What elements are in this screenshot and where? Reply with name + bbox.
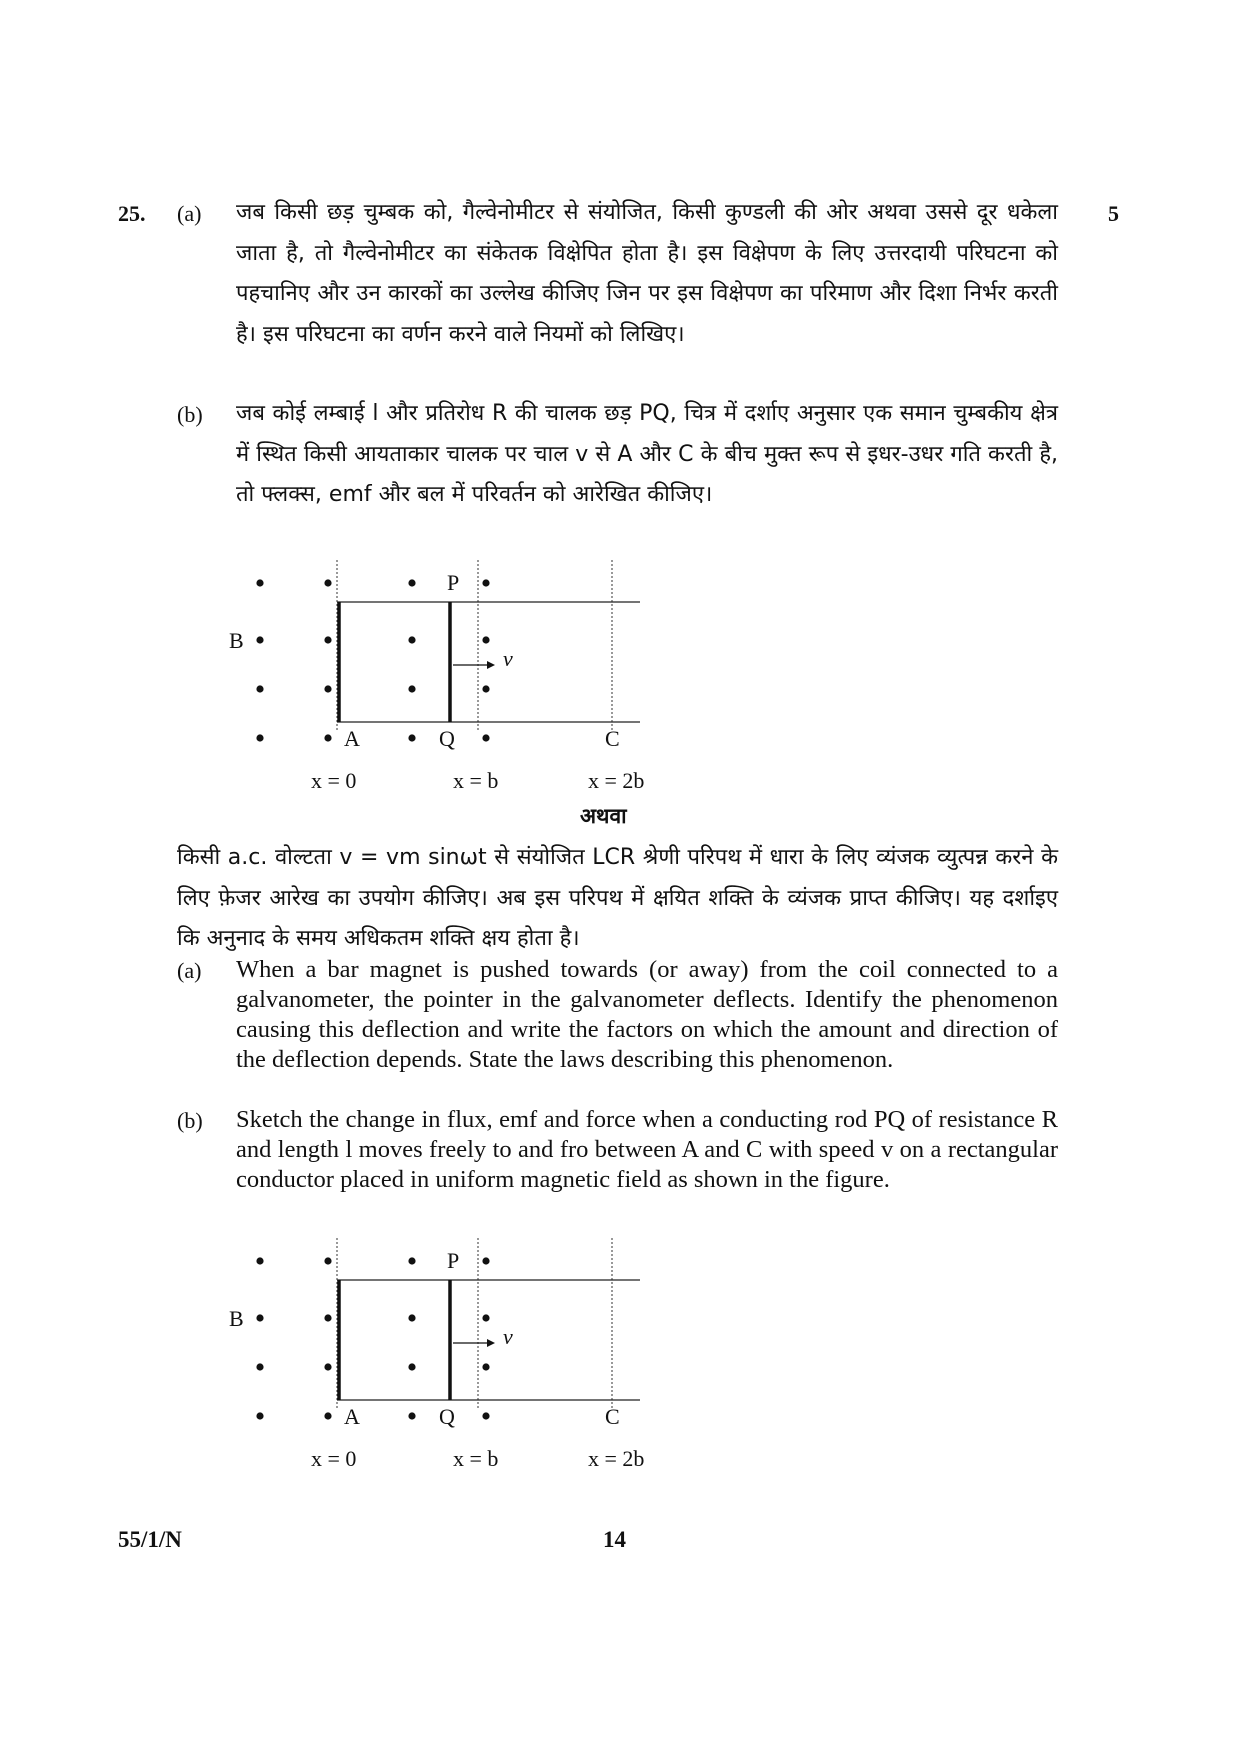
velocity-label: v <box>503 646 513 671</box>
field-label-b: B <box>229 1306 244 1331</box>
field-dot <box>482 1257 489 1264</box>
label-c: C <box>605 726 620 751</box>
field-dot <box>482 685 489 692</box>
field-dot <box>482 579 489 586</box>
field-dot <box>482 1363 489 1370</box>
field-dot <box>256 685 263 692</box>
hindi-part-b-label: (b) <box>177 402 203 427</box>
paper-code: 55/1/N <box>118 1527 182 1552</box>
field-dot <box>482 734 489 741</box>
field-dot <box>324 685 331 692</box>
field-dot <box>324 1257 331 1264</box>
field-dot <box>324 579 331 586</box>
or-label: अथवा <box>580 804 627 828</box>
label-c: C <box>605 1404 620 1429</box>
english-part-b-text: Sketch the change in flux, emf and force when a conducting rod PQ of resistance R and length l moves freely to and fro between A and C with speed v on a rectangular conductor placed in uniform magnetic field as shown in the figure. <box>236 1106 1058 1193</box>
field-dot <box>408 579 415 586</box>
hindi-part-a-label: (a) <box>177 201 202 226</box>
english-part-a-text: When a bar magnet is pushed towards (or away) from the coil connected to a galvanometer, the pointer in the galvanometer deflects. Identify the phenomenon causing this deflection and write the factors on which the amount and direction of the deflection depends. State the laws describing this phenomenon. <box>236 956 1058 1073</box>
field-dot <box>324 1314 331 1321</box>
label-q: Q <box>439 726 455 751</box>
label-p: P <box>447 570 460 595</box>
question-marks: 5 <box>1108 201 1119 226</box>
x-label-2b: x = 2b <box>588 768 645 793</box>
field-dot <box>482 1412 489 1419</box>
field-dot <box>482 636 489 643</box>
field-label-b: B <box>229 628 244 653</box>
page-number: 14 <box>603 1527 626 1552</box>
x-label-b: x = b <box>453 1446 499 1471</box>
field-dot <box>408 734 415 741</box>
velocity-label: v <box>503 1324 513 1349</box>
x-label-2b: x = 2b <box>588 1446 645 1471</box>
hindi-part-a-text: जब किसी छड़ चुम्बक को, गैल्वेनोमीटर से संयोजित, किसी कुण्डली की ओर अथवा उससे दूर धकेला जाता है, तो गैल्वेनोमीटर का संकेतक विक्षेपित होता है। इस विक्षेपण के लिए उत्तरदायी परिघटना को पहचानिए और उन कारकों का उल्लेख कीजिए जिन पर इस विक्षेपण का परिमाण और दिशा निर्भर करती है। इस परिघटना का वर्णन करने वाले नियमों को लिखिए। <box>236 200 1058 347</box>
field-dot <box>256 1257 263 1264</box>
english-part-b-label: (b) <box>177 1108 203 1133</box>
field-dot <box>256 1314 263 1321</box>
x-label-b: x = b <box>453 768 499 793</box>
field-dot <box>324 1412 331 1419</box>
field-dot <box>408 1412 415 1419</box>
rod-on-rails-figure-hindi <box>225 560 675 800</box>
figure-body <box>229 560 644 793</box>
field-dot <box>256 579 263 586</box>
velocity-arrow-head <box>487 661 495 669</box>
field-dot <box>324 636 331 643</box>
figure-body <box>229 1238 644 1471</box>
field-dot <box>324 1363 331 1370</box>
field-dot <box>408 1363 415 1370</box>
field-dot <box>408 685 415 692</box>
english-part-a-label: (a) <box>177 958 202 983</box>
field-dot <box>256 1363 263 1370</box>
label-p: P <box>447 1248 460 1273</box>
x-label-0: x = 0 <box>311 1446 357 1471</box>
rod-on-rails-figure-english <box>225 1238 675 1478</box>
label-a: A <box>344 1404 360 1429</box>
field-dot <box>324 734 331 741</box>
label-q: Q <box>439 1404 455 1429</box>
field-dot <box>408 1257 415 1264</box>
field-dot <box>408 1314 415 1321</box>
hindi-part-b-text: जब कोई लम्बाई l और प्रतिरोध R की चालक छड़ PQ, चित्र में दर्शाए अनुसार एक समान चुम्बकीय क्षेत्र में स्थित किसी आयताकार चालक पर चाल v से A और C के बीच मुक्त रूप से इधर-उधर गति करती है, तो फ्लक्स, emf और बल में परिवर्तन को आरेखित कीजिए। <box>236 401 1058 507</box>
field-dot <box>256 734 263 741</box>
field-dot <box>256 1412 263 1419</box>
label-a: A <box>344 726 360 751</box>
field-dot <box>482 1314 489 1321</box>
x-label-0: x = 0 <box>311 768 357 793</box>
velocity-arrow-head <box>487 1339 495 1347</box>
hindi-or-question-text: किसी a.c. वोल्टता v = vm sinωt से संयोजित LCR श्रेणी परिपथ में धारा के लिए व्यंजक व्युत्पन्न करने के लिए फ़ेजर आरेख का उपयोग कीजिए। अब इस परिपथ में क्षयित शक्ति के व्यंजक प्राप्त कीजिए। यह दर्शाइए कि अनुनाद के समय अधिकतम शक्ति क्षय होता है। <box>177 845 1058 951</box>
field-dot <box>408 636 415 643</box>
field-dot <box>256 636 263 643</box>
question-number: 25. <box>118 201 146 226</box>
